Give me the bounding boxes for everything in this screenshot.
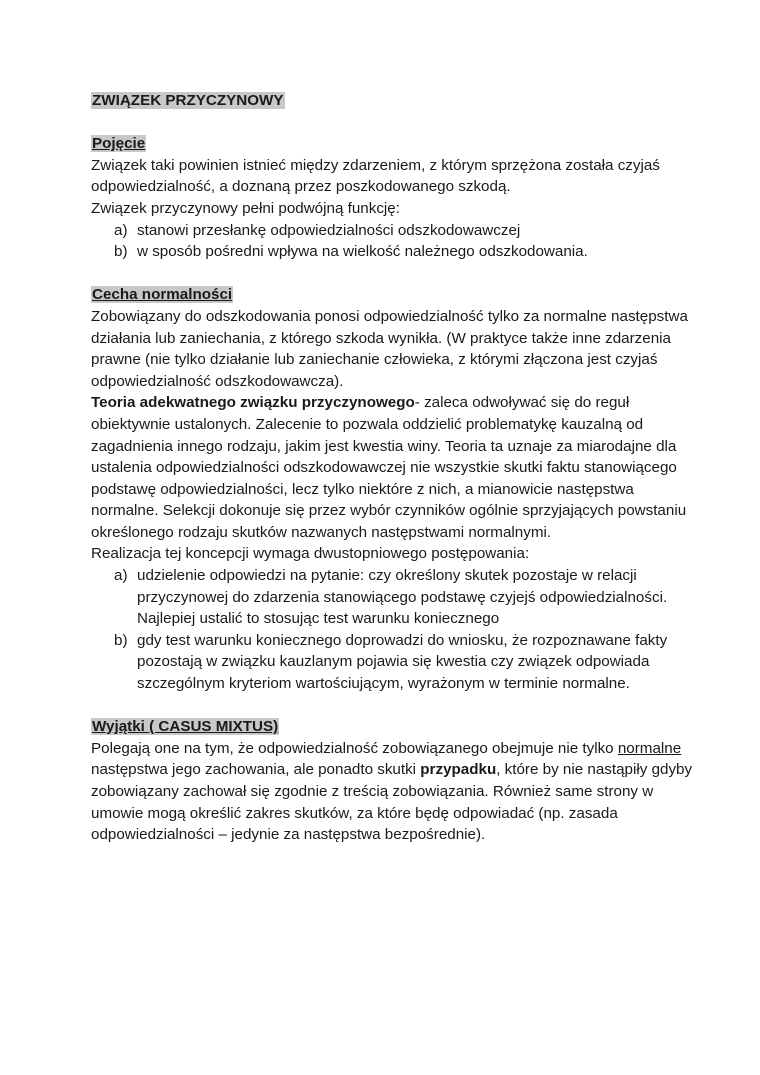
paragraph: Związek taki powinien istnieć między zdarzeniem, z którym sprzężona została czyjaś odpowiedzialność, a doznaną przez poszkodowanego szkodą. <box>91 156 660 196</box>
paragraph: Zobowiązany do odszkodowania ponosi odpowiedzialność tylko za normalne następstwa działania lub zaniechania, z którego szkoda wynikła. (W praktyce także inne zdarzenia prawne (nie tylko działanie lub zaniechanie człowieka, z którymi złączona jest czyjaś odpowiedzialność odszkodowawcza). <box>91 307 688 390</box>
paragraph: Związek przyczynowy pełni podwójną funkcję: <box>91 199 400 217</box>
list-item <box>114 630 700 695</box>
theory-term: Teoria adekwatnego związku przyczynowego <box>91 394 415 412</box>
section-heading-pojecie: Pojęcie <box>92 135 146 153</box>
list-marker: a) <box>114 567 128 585</box>
list-item <box>114 220 700 242</box>
list-item-text: w sposób pośredni wpływa na wielkość należnego odszkodowania. <box>137 243 588 261</box>
document-title-text: ZWIĄZEK PRZYCZYNOWY <box>92 92 284 109</box>
bold-term: przypadku <box>420 761 497 779</box>
section-pojecie <box>91 133 700 263</box>
section-heading-cecha-normalnosci: Cecha normalności <box>92 286 233 304</box>
list-item-text: stanowi przesłankę odpowiedzialności odszkodowawczej <box>137 221 521 239</box>
section-wyjatki <box>91 716 700 846</box>
list-item-text: udzielenie odpowiedzi na pytanie: czy określony skutek pozostaje w relacji przyczynowej do zdarzenia stanowiącego podstawę czyjejś odpowiedzialności. Najlepiej ustalić to stosując test warunku koniecznego <box>137 567 668 628</box>
paragraph-casus-mixtus: Polegają one na tym, że odpowiedzialność zobowiązanego obejmuje nie tylko normalne następstwa jego zachowania, ale ponadto skutki przypadku, które by nie nastąpiły gdyby zobowiązany zachował się zgodnie z treścią zobowiązania. Również same strony w umowie mogą określić zakres skutków, za które będę odpowiadać (np. zasada odpowiedzialności – jedynie za następstwa bezpośrednie). <box>91 739 693 844</box>
section-cecha-normalnosci <box>91 284 700 694</box>
list-marker: a) <box>114 221 128 239</box>
list-marker: b) <box>114 243 128 261</box>
list-item <box>114 241 700 263</box>
paragraph-theory <box>91 392 700 543</box>
list-item-text: gdy test warunku koniecznego doprowadzi do wniosku, że rozpoznawane fakty pozostają w związku kauzlanym pojawia się kwestia czy związek odpowiada szczególnym kryteriom wartościującym, wyrażonym w terminie normalne. <box>137 631 668 693</box>
section-heading-wyjatki: Wyjątki ( CASUS MIXTUS) <box>92 718 279 736</box>
paragraph: Realizacja tej koncepcji wymaga dwustopniowego postępowania: <box>91 545 530 563</box>
theory-description: - zaleca odwoływać się do reguł obiektywnie ustalonych. Zalecenie to pozwala oddzielić problematykę kauzalną od zagadnienia innego rodzaju, jakim jest kwestia winy. Teoria ta uznaje za miarodajne dla ustalenia odpowiedzialności odszkodowawczej nie wszystkie skutki faktu stanowiącego podstawę odpowiedzialności, lecz tylko niektóre z nich, a mianowicie następstwa normalne. Selekcji dokonuje się przez wybór czynników ogólnie sprzyjających powstaniu określonego rodzaju skutków nazwanych następstwami normalnymi. <box>91 394 687 541</box>
list-item <box>114 565 700 630</box>
document-title <box>91 90 700 112</box>
list-marker: b) <box>114 631 128 649</box>
procedure-list <box>91 565 700 695</box>
underlined-term: normalne <box>617 739 682 757</box>
function-list <box>91 220 700 263</box>
